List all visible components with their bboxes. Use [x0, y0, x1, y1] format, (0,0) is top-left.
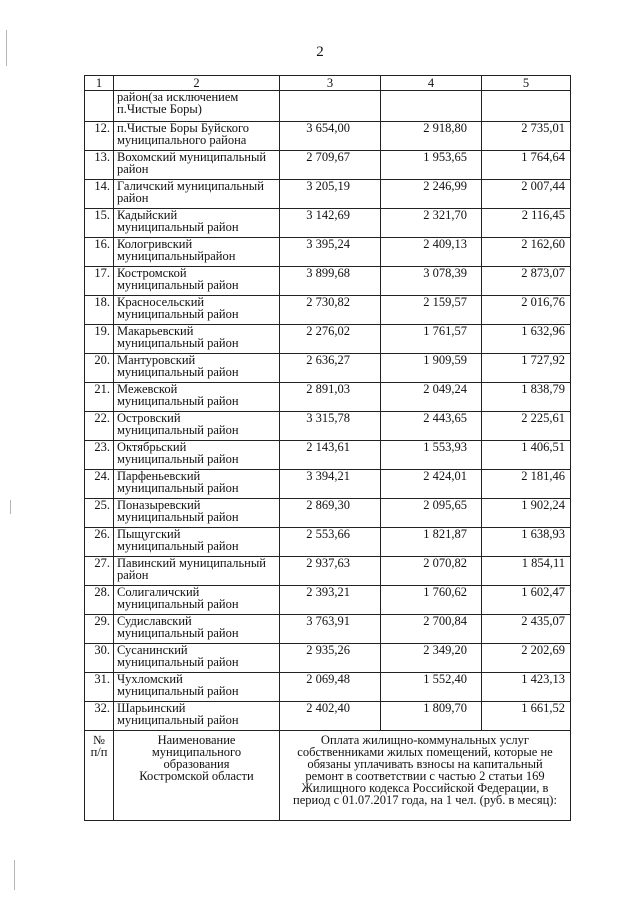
municipality-name-line: Кологривский [117, 237, 193, 251]
payment-value-c5: 2 007,44 [482, 180, 571, 209]
municipality-name-line: Октябрьский [117, 440, 187, 454]
footer-description-header [280, 731, 571, 821]
row-number: 22. [85, 412, 114, 441]
row-number: 18. [85, 296, 114, 325]
payment-value-c4: 2 443,65 [381, 412, 482, 441]
payment-value-c3: 3 315,78 [280, 412, 381, 441]
page-number: 2 [316, 44, 324, 60]
municipality-name-cell [114, 180, 280, 209]
payment-value-c4: 2 424,01 [381, 470, 482, 499]
footer-name-line: Наименование [157, 733, 236, 747]
footer-name-line: образования [163, 757, 230, 771]
footer-description-line: собственниками жилых помещений, которые не [297, 745, 553, 759]
payment-value-c5: 1 902,24 [482, 499, 571, 528]
municipality-name-line: Поназыревский [117, 498, 201, 512]
municipality-name-cell [114, 702, 280, 731]
payment-value-c4: 2 159,57 [381, 296, 482, 325]
table-row [85, 499, 571, 528]
municipality-name-cell [114, 267, 280, 296]
municipality-name-line: Чухломский [117, 672, 183, 686]
payment-value-c3: 2 891,03 [280, 383, 381, 412]
municipality-name-line: Сусанинский [117, 643, 188, 657]
municipality-name-line: муниципальный район [117, 626, 239, 640]
payment-value-c5: 2 181,46 [482, 470, 571, 499]
row-number-cell [85, 91, 114, 122]
payment-value-c4: 2 246,99 [381, 180, 482, 209]
value-cell [482, 91, 571, 122]
payment-value-c4: 2 070,82 [381, 557, 482, 586]
municipality-name-cell [114, 238, 280, 267]
footer-name-header [114, 731, 280, 821]
row-number: 31. [85, 673, 114, 702]
municipality-name-cell [114, 325, 280, 354]
municipality-name-line: район [117, 191, 149, 205]
table-row [85, 122, 571, 151]
table-row [85, 673, 571, 702]
footer-number-line: п/п [90, 745, 108, 759]
column-number: 2 [114, 76, 280, 91]
value-cell [381, 91, 482, 122]
municipality-name-cell [114, 354, 280, 383]
municipality-name-cell [114, 644, 280, 673]
payment-value-c3: 2 393,21 [280, 586, 381, 615]
row-number: 23. [85, 441, 114, 470]
payment-value-c4: 1 552,40 [381, 673, 482, 702]
municipality-name-line: Макарьевский [117, 324, 194, 338]
footer-description-line: период с 01.07.2017 года, на 1 чел. (руб. в месяц): [293, 793, 557, 807]
row-number: 20. [85, 354, 114, 383]
table-row [85, 296, 571, 325]
payment-value-c3: 2 709,67 [280, 151, 381, 180]
payment-value-c5: 1 638,93 [482, 528, 571, 557]
row-number: 19. [85, 325, 114, 354]
payment-value-c3: 3 654,00 [280, 122, 381, 151]
footer-number-line: № [93, 733, 105, 747]
municipality-name-line: Парфеньевский [117, 469, 201, 483]
row-number: 15. [85, 209, 114, 238]
row-number: 13. [85, 151, 114, 180]
municipality-name-line: п.Чистые Боры Буйского [117, 121, 250, 135]
municipality-name-line: муниципального района [117, 133, 247, 147]
municipality-name-cell [114, 615, 280, 644]
municipality-name-line: Пыщугский [117, 527, 181, 541]
footer-number-header [85, 731, 114, 821]
payment-value-c4: 2 321,70 [381, 209, 482, 238]
municipality-name-cell [114, 122, 280, 151]
municipality-name-cell [114, 441, 280, 470]
payment-value-c5: 1 854,11 [482, 557, 571, 586]
row-number: 30. [85, 644, 114, 673]
municipality-name-line: Костромской [117, 266, 187, 280]
municipality-name-line: муниципальный район [117, 539, 239, 553]
footer-name-line: Костромской области [139, 769, 254, 783]
table-row [85, 702, 571, 731]
payment-value-c5: 1 661,52 [482, 702, 571, 731]
municipality-name-line: Красносельский [117, 295, 205, 309]
municipality-name-line: муниципальный район [117, 597, 239, 611]
municipality-name-cell [114, 383, 280, 412]
municipality-name-cell [114, 586, 280, 615]
payment-value-c4: 1 953,65 [381, 151, 482, 180]
footer-description-line: Жилищного кодекса Российской Федерации, в [301, 781, 549, 795]
municipality-name-line: Шарьинский [117, 701, 186, 715]
payment-value-c5: 1 602,47 [482, 586, 571, 615]
footer-description-line: обязаны уплачивать взносы на капитальный [307, 757, 543, 771]
municipality-name-cell [114, 151, 280, 180]
municipality-name-line: муниципальный район [117, 481, 239, 495]
municipality-name-cell [114, 499, 280, 528]
footer-description-line: ремонт в соответствии с частью 2 статьи 169 [305, 769, 545, 783]
table-row [85, 325, 571, 354]
payment-value-c5: 1 838,79 [482, 383, 571, 412]
column-number-row [85, 76, 571, 91]
table-row [85, 557, 571, 586]
payment-value-c4: 1 821,87 [381, 528, 482, 557]
municipality-name-cell [114, 209, 280, 238]
payment-value-c5: 1 764,64 [482, 151, 571, 180]
payment-value-c4: 1 809,70 [381, 702, 482, 731]
payment-value-c5: 2 202,69 [482, 644, 571, 673]
payment-value-c3: 2 553,66 [280, 528, 381, 557]
row-number: 28. [85, 586, 114, 615]
municipality-name-line: муниципальный район [117, 220, 239, 234]
payment-value-c3: 2 935,26 [280, 644, 381, 673]
payment-value-c4: 2 349,20 [381, 644, 482, 673]
payment-value-c4: 3 078,39 [381, 267, 482, 296]
payment-value-c3: 2 402,40 [280, 702, 381, 731]
payment-value-c4: 1 761,57 [381, 325, 482, 354]
table-row [85, 209, 571, 238]
payment-value-c3: 2 937,63 [280, 557, 381, 586]
municipality-name-line: муниципальный район [117, 278, 239, 292]
municipality-name-cell [114, 528, 280, 557]
row-number: 17. [85, 267, 114, 296]
footer-name-line: муниципального [151, 745, 242, 759]
payment-value-c5: 2 225,61 [482, 412, 571, 441]
municipality-name-line: Павинский муниципальный [117, 556, 266, 570]
payment-value-c3: 2 730,82 [280, 296, 381, 325]
municipality-name-line: муниципальный район [117, 365, 239, 379]
footer-description-line: Оплата жилищно-коммунальных услуг [320, 733, 530, 747]
row-number: 26. [85, 528, 114, 557]
column-number: 5 [482, 76, 571, 91]
payment-value-c5: 2 873,07 [482, 267, 571, 296]
row-number: 24. [85, 470, 114, 499]
municipality-name-line: район [117, 568, 149, 582]
municipality-name-line: Солигаличский [117, 585, 200, 599]
payment-value-c3: 3 205,19 [280, 180, 381, 209]
row-number: 29. [85, 615, 114, 644]
payment-value-c5: 1 727,92 [482, 354, 571, 383]
payment-value-c4: 2 095,65 [381, 499, 482, 528]
payment-value-c3: 3 142,69 [280, 209, 381, 238]
payment-value-c4: 1 760,62 [381, 586, 482, 615]
row-number: 14. [85, 180, 114, 209]
column-number: 4 [381, 76, 482, 91]
payment-value-c4: 2 918,80 [381, 122, 482, 151]
value-cell [280, 91, 381, 122]
table-row [85, 470, 571, 499]
municipality-name-cell [114, 296, 280, 325]
table-row [85, 238, 571, 267]
municipality-name-cell [114, 470, 280, 499]
row-number: 21. [85, 383, 114, 412]
row-number: 27. [85, 557, 114, 586]
municipality-name-cell [114, 673, 280, 702]
municipality-name-line: муниципальный район [117, 307, 239, 321]
payment-value-c3: 3 395,24 [280, 238, 381, 267]
row-number: 12. [85, 122, 114, 151]
municipality-name-line: район(за исключением [117, 90, 239, 104]
table-row [85, 528, 571, 557]
table-row [85, 180, 571, 209]
payment-value-c4: 2 049,24 [381, 383, 482, 412]
payment-value-c4: 2 409,13 [381, 238, 482, 267]
payment-value-c3: 3 394,21 [280, 470, 381, 499]
municipality-name-line: Островский [117, 411, 181, 425]
tariff-table [84, 75, 571, 821]
table-row [85, 267, 571, 296]
municipality-name-line: Вохомский муниципальный [117, 150, 267, 164]
scan-edge-mark-middle [10, 500, 11, 514]
column-number: 3 [280, 76, 381, 91]
payment-value-c3: 2 276,02 [280, 325, 381, 354]
payment-value-c5: 2 435,07 [482, 615, 571, 644]
payment-value-c4: 2 700,84 [381, 615, 482, 644]
payment-value-c4: 1 909,59 [381, 354, 482, 383]
payment-value-c4: 1 553,93 [381, 441, 482, 470]
row-number: 16. [85, 238, 114, 267]
municipality-name-line: муниципальный район [117, 394, 239, 408]
table-row [85, 354, 571, 383]
municipality-name-line: муниципальный район [117, 713, 239, 727]
table-row [85, 412, 571, 441]
municipality-name-cell [114, 91, 280, 122]
table-row [85, 615, 571, 644]
payment-value-c3: 3 899,68 [280, 267, 381, 296]
municipality-name-line: Мантуровский [117, 353, 196, 367]
table-row [85, 586, 571, 615]
payment-value-c5: 1 406,51 [482, 441, 571, 470]
payment-value-c5: 2 735,01 [482, 122, 571, 151]
municipality-name-line: муниципальный район [117, 684, 239, 698]
municipality-name-line: муниципальный район [117, 336, 239, 350]
table-row [85, 644, 571, 673]
municipality-name-line: Галичский муниципальный [117, 179, 264, 193]
footer-header-row [85, 731, 571, 821]
municipality-name-line: муниципальный район [117, 510, 239, 524]
municipality-name-line: муниципальныйрайон [117, 249, 236, 263]
table-row [85, 441, 571, 470]
column-number: 1 [85, 76, 114, 91]
municipality-name-line: муниципальный район [117, 452, 239, 466]
payment-value-c5: 1 423,13 [482, 673, 571, 702]
municipality-name-line: муниципальный район [117, 423, 239, 437]
municipality-name-line: Судиславский [117, 614, 192, 628]
continuation-row [85, 91, 571, 122]
table-row [85, 383, 571, 412]
payment-value-c3: 2 869,30 [280, 499, 381, 528]
payment-value-c5: 2 162,60 [482, 238, 571, 267]
scan-edge-mark-bottom [14, 860, 15, 890]
municipality-name-cell [114, 412, 280, 441]
payment-value-c3: 2 069,48 [280, 673, 381, 702]
municipality-name-line: район [117, 162, 149, 176]
payment-value-c5: 2 116,45 [482, 209, 571, 238]
municipality-name-line: Кадыйский [117, 208, 178, 222]
payment-value-c3: 2 636,27 [280, 354, 381, 383]
row-number: 25. [85, 499, 114, 528]
municipality-name-cell [114, 557, 280, 586]
payment-value-c3: 2 143,61 [280, 441, 381, 470]
table-row [85, 151, 571, 180]
row-number: 32. [85, 702, 114, 731]
municipality-name-line: муниципальный район [117, 655, 239, 669]
payment-value-c3: 3 763,91 [280, 615, 381, 644]
payment-value-c5: 1 632,96 [482, 325, 571, 354]
municipality-name-line: п.Чистые Боры) [117, 102, 202, 116]
payment-value-c5: 2 016,76 [482, 296, 571, 325]
municipality-name-line: Межевской [117, 382, 178, 396]
